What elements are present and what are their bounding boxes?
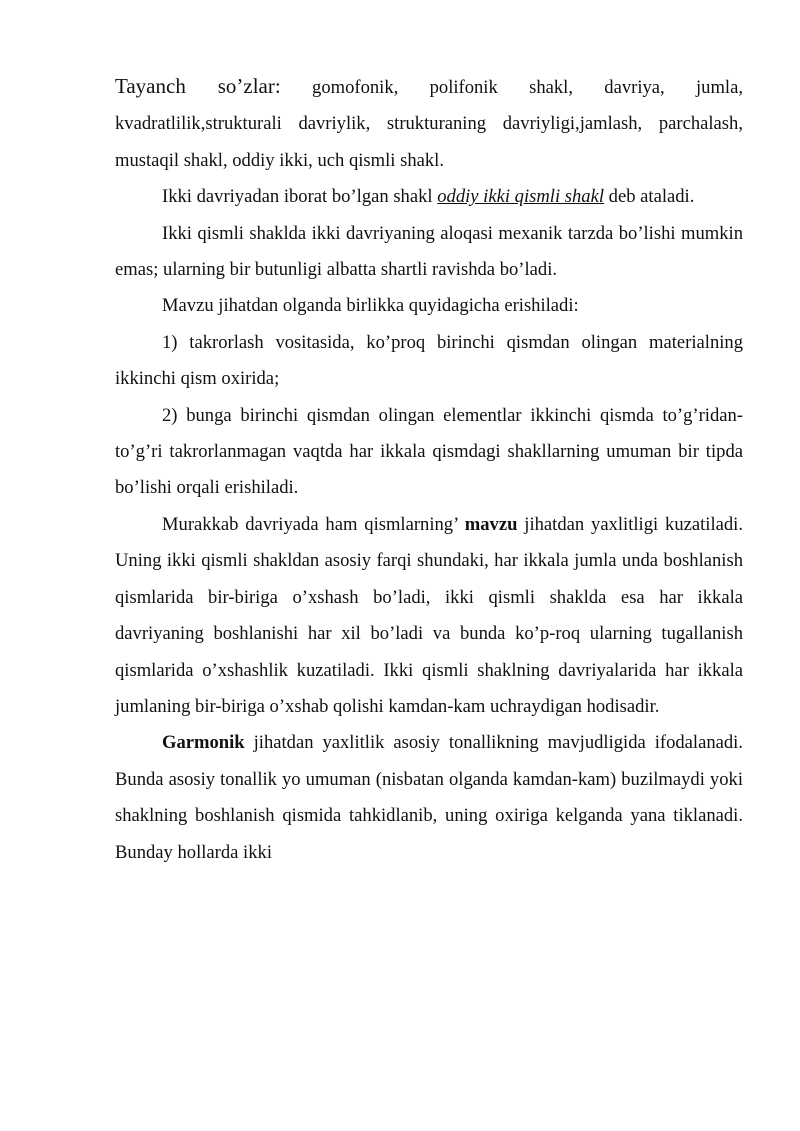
compound-text-end: jihatdan yaxlitligi kuzatiladi. Uning ikki qismli shakldan asosiy farqi shundaki, har ikkala jumla unda boshlanish qismlarida bir-biriga o’xshash bo’ladi, ikki qismli shaklda esa har ikkala davriyaning boshlanishi har xil bo’ladi va bunda ko’p-roq ularning tugallanish qismlarida o’xshashlik kuzatiladi. Ikki qismli shaklning davriyalarida har ikkala jumlaning bir-biriga o’xshab qolishi kamdan-kam uchraydigan hodisadir. [115,513,743,717]
body-text [115,68,743,871]
definition-text-end: deb ataladi. [604,186,695,208]
bold-term-mavzu: mavzu [464,513,518,535]
paragraph-thematic-unity: Mavzu jihatdan olganda birlikka quyidagicha erishiladi: [162,295,579,317]
harmonic-text: jihatdan yaxlitlik asosiy tonallikning mavjudligida ifodalanadi. Bunda asosiy tonallik yo umuman (nisbatan olganda kamdan-kam) buzilmaydi yoki shaklning boshlanish qismida tahkidlanib, uning oxiriga kelganda yana tiklanadi. Bunday hollarda ikki [115,732,743,863]
definition-term: oddiy ikki qismli shakl [437,186,605,208]
compound-text-start: Murakkab davriyada ham qismlarning’ [162,513,465,535]
bold-term-garmonik: Garmonik [162,732,245,754]
list-item-1: 1) takrorlash vositasida, ko’proq birinchi qismdan olingan materialning ikkinchi qism oxirida; [115,331,743,390]
paragraph-definition [115,179,743,215]
list-item-2: 2) bunga birinchi qismdan olingan elementlar ikkinchi qismda to’g’ridan-to’g’ri takrorlanmagan vaqtda har ikkala qismdagi shakllarning umuman bir tipda bo’lishi orqali erishiladi. [115,404,743,499]
keywords-label: Tayanch so’zlar: [115,74,281,98]
paragraph-harmonic [115,725,743,871]
definition-text-start: Ikki davriyadan iborat bo’lgan shakl [162,186,438,208]
paragraph-two-part-connection: Ikki qismli shaklda ikki davriyaning aloqasi mexanik tarzda bo’lishi mumkin emas; ularning bir butunligi albatta shartli ravishda bo’ladi. [115,222,743,281]
keywords-paragraph [115,68,743,179]
keywords-text: gomofonik, polifonik shakl, davriya, jumla, kvadratlilik,strukturali davriylik, strukturaning davriyligi,jamlash, parchalash, mustaqil shakl, oddiy ikki, uch qismli shakl. [115,77,743,171]
paragraph-compound-period [115,507,743,725]
